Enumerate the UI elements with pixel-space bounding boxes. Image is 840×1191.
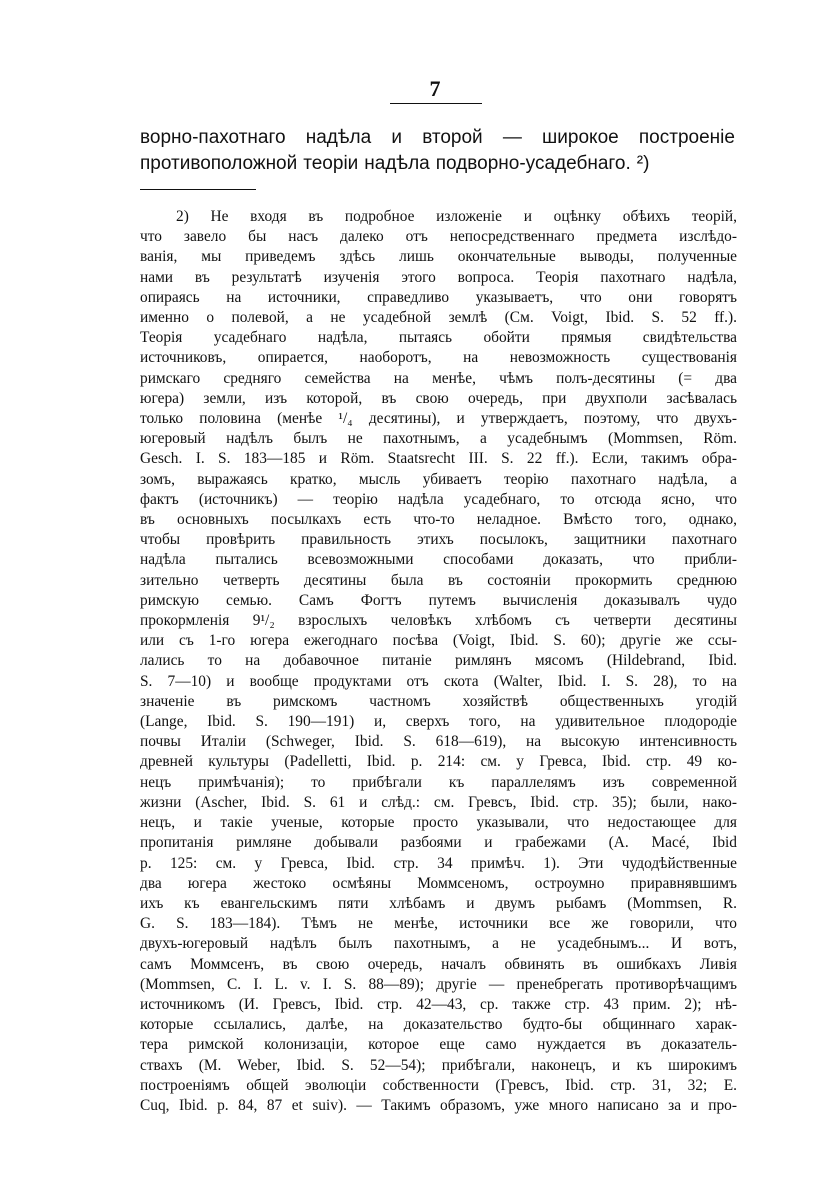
footnote-line: жизни (Ascher, Ibid. S. 61 и слѣд.: см. Гревсъ, Ibid. стр. 35); были, нако- [140, 793, 737, 811]
footnote-line: въ основныхъ посылкахъ есть что-то неладное. Вмѣсто того, однако, [140, 511, 737, 529]
footnote-line: два югера жестоко осмѣяны Моммсеномъ, остроумно приравнявшимъ [140, 874, 737, 892]
footnote-line: ихъ къ евангельскимъ пяти хлѣбамъ и двумъ рыбамъ (Mommsen, R. [140, 894, 737, 912]
footnote-line: что завело бы насъ далеко отъ непосредственнаго предмета изслѣдо- [140, 228, 737, 246]
footnote-line: двухъ-югеровый надѣлъ былъ пахотнымъ, а не усадебнымъ... И вотъ, [140, 935, 737, 953]
main-text-word: и [391, 127, 402, 148]
footnote-line: ванія, мы приведемъ здѣсь лишь окончательные выводы, полученные [140, 248, 737, 266]
footnote-line: (Mommsen, C. I. L. v. I. S. 88—89); другіе — пренебрегать противорѣчащимъ [140, 975, 737, 993]
main-text-word: противоположной [140, 153, 298, 174]
footnote-line: римскую семью. Самъ Фогтъ путемъ вычисленія доказывалъ чудо [140, 591, 737, 609]
page-number: 7 [429, 76, 441, 101]
footnote-line: римскаго средняго семейства на менѣе, чѣмъ полъ-десятины (= два [140, 369, 737, 387]
main-text-word: надѣла [305, 127, 372, 148]
main-text-line [140, 125, 735, 151]
footnote-line: югеровый надѣлъ былъ не пахотнымъ, а усадебнымъ (Mommsen, Röm. [140, 430, 737, 448]
footnote-line: зомъ, выражаясь кратко, мысль убиваетъ теорію пахотнаго надѣла, а [140, 470, 737, 488]
footnote-line: пропитанія римляне добывали разбоями и грабежами (A. Macé, Ibid [140, 834, 737, 852]
footnote-divider [140, 189, 256, 190]
page-number-rule [390, 103, 482, 104]
footnote-line: нами въ результатѣ изученія этого вопроса. Теорія пахотнаго надѣла, [140, 268, 737, 286]
footnote-line: только половина (менѣе ¹/₄ десятины), и утверждаетъ, поэтому, что двухъ- [140, 410, 737, 428]
footnote-line: S. 7—10) и вообще продуктами отъ скота (Walter, Ibid. I. S. 28), то на [140, 672, 737, 690]
footnote-line: (Lange, Ibid. S. 190—191) и, сверхъ того, на удивительное плодородіе [140, 713, 737, 731]
footnote-line: нецъ примѣчанія); то прибѣгали къ параллелямъ изъ современной [140, 773, 737, 791]
footnote-line: зительно четверть десятины была въ состояніи прокормить среднюю [140, 571, 737, 589]
footnote-line: ствахъ (M. Weber, Ibid. S. 52—54); прибѣгали, наконецъ, и къ широкимъ [140, 1056, 737, 1074]
main-text-word: ворно-пахотнаго [140, 127, 286, 148]
footnote-line: именно о полевой, а не усадебной землѣ (См. Voigt, Ibid. S. 52 ff.). [140, 309, 737, 327]
footnote-line: источниковъ, опирается, наоборотъ, на невозможность существованія [140, 349, 737, 367]
footnote-line: тера римской колонизаціи, которое еще само нуждается въ доказатель- [140, 1036, 737, 1054]
main-text-word: ²) [636, 153, 650, 174]
footnote-line: лались то на добавочное питаніе римлянъ мясомъ (Hildebrand, Ibid. [140, 652, 737, 670]
footnote-line: или съ 1-го югера ежегоднаго посѣва (Voigt, Ibid. S. 60); другіе же ссы- [140, 632, 737, 650]
footnote-line: югера) земли, изъ которой, въ свою очередь, при двухполи засѣвалась [140, 389, 737, 407]
footnote-line: чтобы провѣрить правильность этихъ посылокъ, защитники пахотнаго [140, 531, 737, 549]
footnote-line: прокормленія 9¹/₂ взрослыхъ человѣкъ хлѣбомъ съ четверти десятины [140, 612, 737, 630]
main-text [140, 125, 735, 177]
footnote-line: построеніямъ общей эволюціи собственности (Гревсъ, Ibid. стр. 31, 32; E. [140, 1076, 737, 1094]
footnote-line: самъ Моммсенъ, въ свою очередь, началъ обвинять въ ошибкахъ Ливія [140, 955, 737, 973]
footnote-line: 2) Не входя въ подробное изложеніе и оцѣнку обѣихъ теорій, [176, 208, 737, 225]
footnote-line: древней культуры (Padelletti, Ibid. p. 214: см. у Гревса, Ibid. стр. 49 ко- [140, 753, 737, 771]
footnote [140, 207, 737, 1116]
footnote-line: которые ссылались, далѣе, на доказательство будто-бы общиннаго харак- [140, 1016, 737, 1034]
main-text-word: — [502, 127, 522, 148]
footnote-line: Теорія усадебнаго надѣла, пытаясь обойти прямыя свидѣтельства [140, 329, 737, 347]
footnote-line: Gesch. I. S. 183—185 и Röm. Staatsrecht III. S. 22 ff.). Если, такимъ обра- [140, 450, 737, 468]
main-text-word: подворно-усадебнаго. [435, 153, 631, 174]
footnote-line: p. 125: см. у Гревса, Ibid. стр. 34 примѣч. 1). Эти чудодѣйственные [140, 854, 737, 872]
footnote-line: Cuq, Ibid. p. 84, 87 et suiv). — Такимъ образомъ, уже много написано за и про- [140, 1096, 737, 1114]
footnote-line: G. S. 183—184). Тѣмъ не менѣе, источники все же говорили, что [140, 915, 737, 933]
footnote-line: опираясь на источники, справедливо указываетъ, что они говорятъ [140, 288, 737, 306]
main-text-word: второй [422, 127, 483, 148]
main-text-word: теоріи [303, 153, 359, 174]
footnote-line: почвы Италіи (Schweger, Ibid. S. 618—619), на высокую интенсивность [140, 733, 737, 751]
footnote-line: источникомъ (И. Гревсъ, Ibid. стр. 42—43, ср. также стр. 43 прим. 2); нѣ- [140, 995, 737, 1013]
main-text-line [140, 151, 735, 177]
main-text-word: построеніе [638, 127, 735, 148]
footnote-line: значеніе въ римскомъ частномъ хозяйствѣ общественныхъ угодій [140, 692, 737, 710]
footnote-line: надѣла пытались всевозможными способами доказать, что прибли- [140, 551, 737, 569]
footnote-line: фактъ (источникъ) — теорію надѣла усадебнаго, то отсюда ясно, что [140, 490, 737, 508]
footnote-line: нецъ, и такіе ученые, которые просто указывали, что недостающее для [140, 814, 737, 832]
main-text-word: надѣла [364, 153, 430, 174]
main-text-word: широкое [542, 127, 619, 148]
